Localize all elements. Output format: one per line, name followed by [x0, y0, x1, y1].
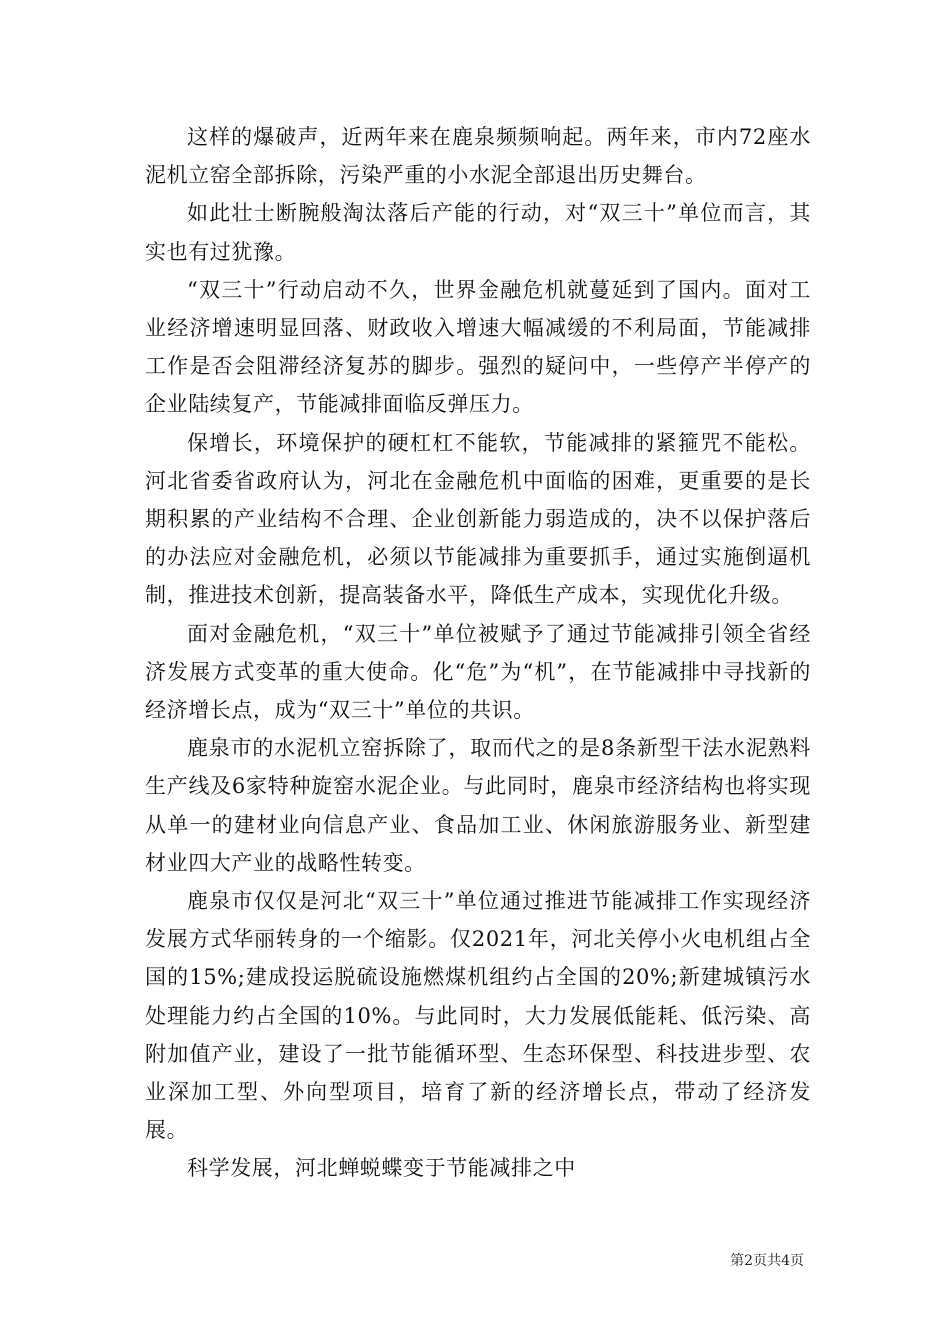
paragraph-2: 如此壮士断腕般淘汰落后产能的行动，对“双三十”单位而言，其实也有过犹豫。	[145, 201, 811, 264]
paragraph-3: “双三十”行动启动不久，世界金融危机就蔓延到了国内。面对工业经济增速明显回落、财政收入增速大幅减缓的不利局面，节能减排工作是否会阻滞经济复苏的脚步。强烈的疑问中，一些停产半停产的企业陆续复产，节能减排面临反弹压力。	[145, 277, 811, 417]
paragraph-7: 鹿泉市仅仅是河北“双三十”单位通过推进节能减排工作实现经济发展方式华丽转身的一个缩影。仅2021年，河北关停小火电机组占全国的15%;建成投运脱硫设施燃煤机组约占全国的20%;新建城镇污水处理能力约占全国的10%。与此同时，大力发展低能耗、低污染、高附加值产业，建设了一批节能循环型、生态环保型、科技进步型、农业深加工型、外向型项目，培育了新的经济增长点，带动了经济发展。	[145, 889, 811, 1143]
paragraph-5: 面对金融危机，“双三十”单位被赋予了通过节能减排引领全省经济发展方式变革的重大使命。化“危”为“机”，在节能减排中寻找新的经济增长点，成为“双三十”单位的共识。	[145, 621, 811, 723]
document-body	[145, 118, 811, 1188]
page-number-footer: 第2页共4页	[730, 1253, 804, 1269]
paragraph-1: 这样的爆破声，近两年来在鹿泉频频响起。两年来，市内72座水泥机立窑全部拆除，污染严重的小水泥全部退出历史舞台。	[145, 125, 811, 188]
paragraph-8-heading: 科学发展，河北蝉蜕蝶变于节能减排之中	[187, 1156, 576, 1181]
paragraph-6: 鹿泉市的水泥机立窑拆除了，取而代之的是8条新型干法水泥熟料生产线及6家特种旋窑水泥企业。与此同时，鹿泉市经济结构也将实现从单一的建材业向信息产业、食品加工业、休闲旅游服务业、新型建材业四大产业的战略性转变。	[145, 736, 811, 875]
paragraph-4: 保增长，环境保护的硬杠杠不能软，节能减排的紧箍咒不能松。河北省委省政府认为，河北在金融危机中面临的困难，更重要的是长期积累的产业结构不合理、企业创新能力弱造成的，决不以保护落后的办法应对金融危机，必须以节能减排为重要抓手，通过实施倒逼机制，推进技术创新，提高装备水平，降低生产成本，实现优化升级。	[145, 430, 811, 608]
